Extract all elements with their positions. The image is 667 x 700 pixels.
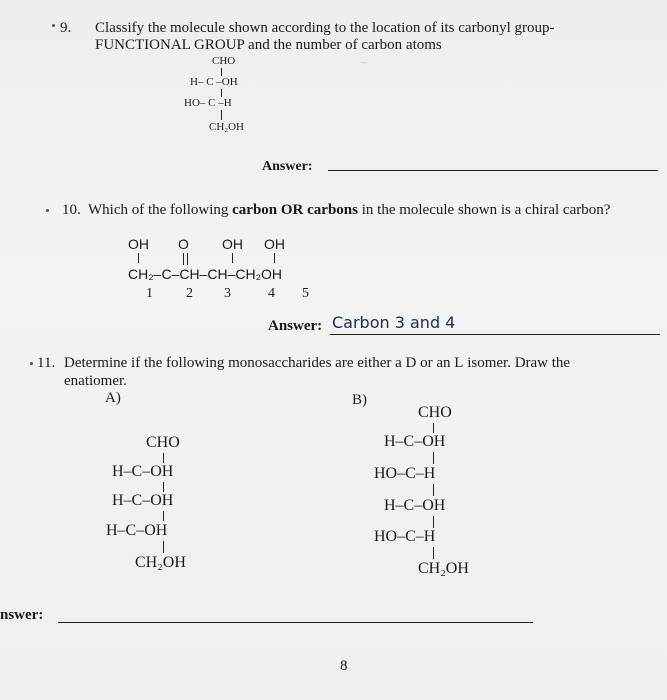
q9-mol-row1: H– C –OH (190, 76, 238, 88)
a-bottom: CH₂OH (135, 554, 186, 571)
q10-num-1: 1 (146, 286, 153, 301)
bond (433, 547, 434, 559)
bond (433, 452, 434, 464)
q11-b-label: B) (352, 392, 367, 408)
footer-answer-label: nswer: (0, 607, 44, 623)
bond (163, 482, 164, 492)
bond (163, 511, 164, 521)
q10-answer-line[interactable] (330, 334, 660, 335)
q10-text-c: in the molecule shown is a chiral carbon? (357, 202, 611, 218)
a-row3: H–C–OH (106, 522, 168, 539)
q11-text-line2: enatiomer. (64, 373, 127, 389)
q9-text-line2: FUNCTIONAL GROUP and the number of carbon atoms (95, 37, 442, 53)
b-bottom: CH₂OH (418, 560, 469, 577)
bond (433, 484, 434, 496)
q10-text-a: Which of the following (88, 202, 233, 218)
bond (433, 516, 434, 528)
b-row4: HO–C–H (374, 528, 436, 545)
q10-chain: CH₂–C–CH–CH–CH₂OH (128, 266, 283, 282)
q10-number (62, 202, 81, 219)
bond (274, 253, 275, 263)
b-row3: H–C–OH (384, 497, 446, 514)
q9-text-line1: Classify the molecule shown according to the location of its carbonyl group- (95, 20, 555, 36)
bullet-dot (52, 24, 55, 27)
bullet-dot (46, 209, 49, 212)
a-top: CHO (146, 434, 180, 451)
q10-text-bold: carbon OR carbons (232, 202, 358, 218)
q9-answer-line[interactable] (328, 170, 658, 171)
q10-oh-c1: OH (128, 236, 149, 252)
q11-mid: or an (416, 355, 455, 371)
q11-text2: isomer. Draw the (463, 355, 571, 371)
bullet-dot (30, 362, 33, 365)
q10-number-text: 10. (62, 202, 81, 218)
q10-handwritten-answer[interactable]: Carbon 3 and 4 (332, 313, 456, 332)
bond (163, 453, 164, 463)
footer-answer-line[interactable] (58, 622, 533, 623)
q10-num-5: 5 (302, 286, 309, 301)
q11-number: 11. (37, 355, 56, 371)
q11-text-line1 (64, 355, 570, 372)
bond (138, 253, 139, 263)
q10-oh-c3: OH (222, 236, 243, 252)
q11-text1: Determine if the following monosaccharides are either a (64, 355, 406, 371)
bond (163, 541, 164, 553)
bond (232, 253, 233, 263)
bond (221, 110, 222, 120)
bond (221, 68, 222, 76)
a-row1: H–C–OH (112, 463, 174, 480)
q10-text (88, 202, 610, 219)
q10-answer-label: Answer: (268, 318, 323, 334)
bleed-through-text: ~ (360, 55, 368, 70)
bond (183, 253, 184, 265)
q10-o-c2: O (178, 236, 189, 252)
b-row2: HO–C–H (374, 465, 436, 482)
q9-answer-label: Answer: (262, 159, 313, 174)
q10-oh-c4: OH (264, 236, 285, 252)
q11-d-letter: D (405, 355, 417, 371)
bond (187, 253, 188, 265)
b-row1: H–C–OH (384, 433, 446, 450)
b-top: CHO (418, 404, 452, 421)
q11-a-label: A) (105, 390, 121, 406)
a-row2: H–C–OH (112, 492, 174, 509)
q11-l-letter: L (454, 355, 464, 371)
bond (221, 89, 222, 97)
q9-mol-row2: HO– C –H (184, 97, 232, 109)
q10-num-4: 4 (268, 286, 275, 301)
bond (433, 423, 434, 433)
q9-mol-top: CHO (212, 55, 236, 67)
q10-num-3: 3 (224, 286, 231, 301)
q10-num-2: 2 (186, 286, 193, 301)
page-number: 8 (340, 658, 348, 674)
q9-number: 9. (60, 20, 72, 36)
q9-mol-bottom: CH₂OH (209, 121, 245, 133)
